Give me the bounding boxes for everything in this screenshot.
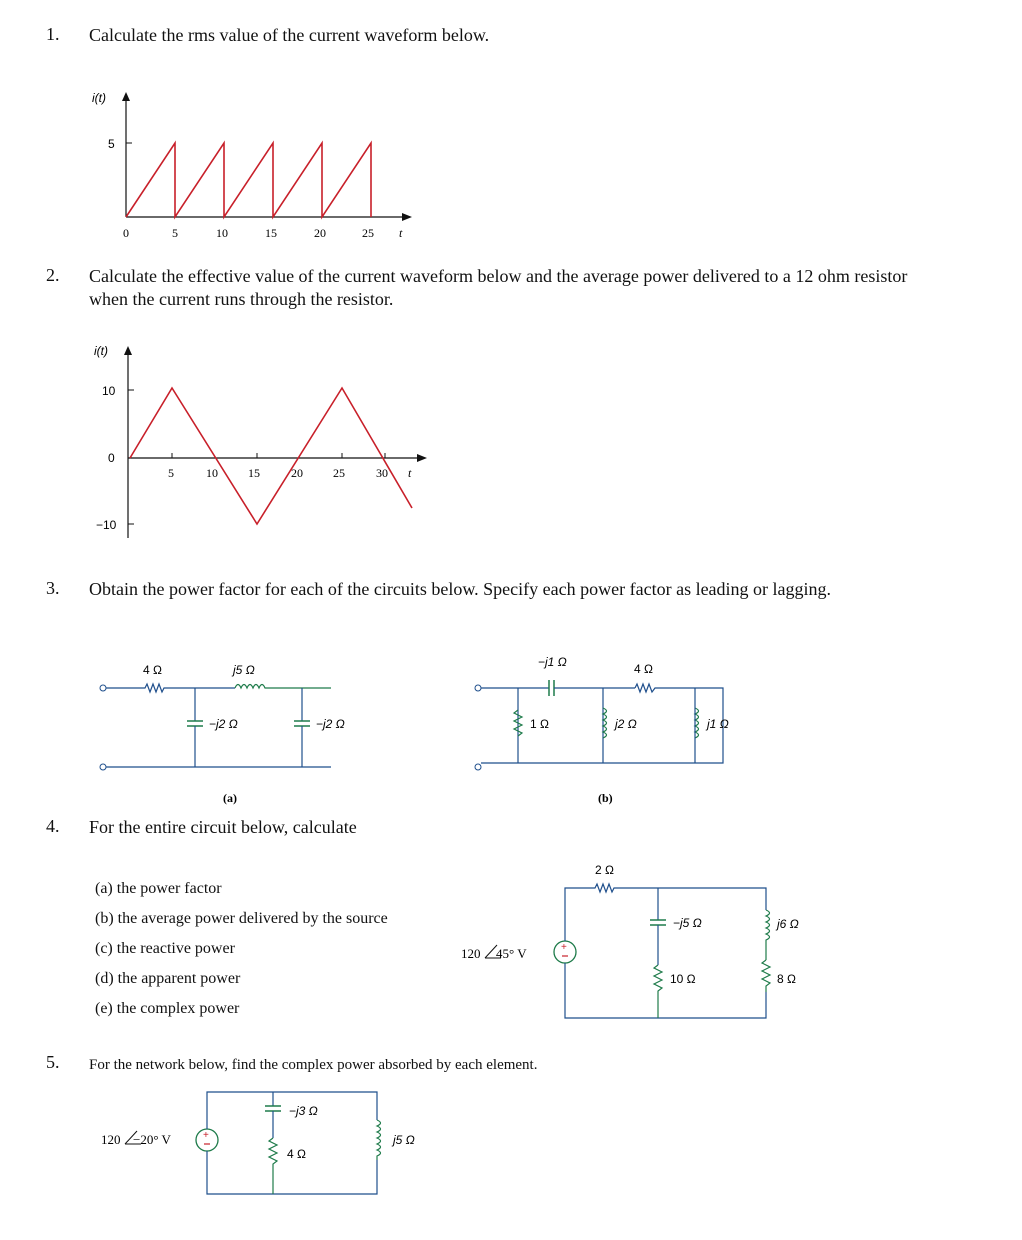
q2-y-tick-neg10: −10 <box>96 518 117 532</box>
q2-x-label-10: 10 <box>206 466 218 480</box>
q4-number: 4. <box>46 816 60 836</box>
q4-inductor-label: j6 Ω <box>777 917 799 931</box>
q3a-terminal-bottom <box>100 764 106 770</box>
q2-text: Calculate the effective value of the current waveform below and the average power delivered to a 12 ohm resistor when the current runs through the resistor. <box>89 266 908 309</box>
q4-source-magnitude: 120 <box>461 946 481 961</box>
q3-circuit-b <box>470 650 760 810</box>
q2-y-tick-0: 0 <box>108 451 115 465</box>
q3a-top-wire <box>106 684 235 692</box>
q3-number: 3. <box>46 578 60 598</box>
q1-x-tick-15: 15 <box>265 226 277 240</box>
q4-resistor-8 <box>762 960 770 992</box>
q5-source-plus: + <box>203 1130 209 1141</box>
q1-x-tick-25: 25 <box>362 226 374 240</box>
q4-r-top-label: 2 Ω <box>595 863 614 877</box>
q1-x-tick-20: 20 <box>314 226 326 240</box>
q1-text: Calculate the rms value of the current waveform below. <box>89 25 490 45</box>
q4-text: For the entire circuit below, calculate <box>89 817 357 837</box>
q1-waveform-graph <box>90 85 420 245</box>
q4-resistor-10 <box>654 965 662 1018</box>
q1-x-label: t <box>399 226 403 240</box>
q3b-l2-label: j2 Ω <box>615 717 637 731</box>
q2-y-tick-10: 10 <box>102 384 116 398</box>
q4-cap-label: −j5 Ω <box>673 916 702 930</box>
q1-sawtooth-wave <box>126 143 371 217</box>
q3a-resistor-label: 4 Ω <box>143 663 162 677</box>
q1-x-arrow <box>402 213 412 221</box>
q3-circuit-a <box>95 650 365 810</box>
q2-x-label: t <box>408 466 412 480</box>
q2-waveform-graph <box>90 340 450 540</box>
q3-text: Obtain the power factor for each of the circuits below. Specify each power factor as leading or lagging. <box>89 579 832 599</box>
q5-resistor-4 <box>269 1138 277 1194</box>
q2-x-arrow <box>417 454 427 462</box>
q3b-r1-label: 1 Ω <box>530 717 549 731</box>
q3a-cap1-label: −j2 Ω <box>209 717 238 731</box>
q2-x-label-30: 30 <box>376 466 388 480</box>
q5-circuit <box>95 1080 455 1210</box>
q5-source-magnitude: 120 <box>101 1132 121 1147</box>
q3a-inductor <box>235 685 331 689</box>
q4-item-d: (d) the apparent power <box>95 970 241 987</box>
q2-x-label-25: 25 <box>333 466 345 480</box>
q2-x-label-15: 15 <box>248 466 260 480</box>
q3b-cap-label: −j1 Ω <box>538 655 567 669</box>
q1-x-tick-0: 0 <box>123 226 129 240</box>
q3b-caption: (b) <box>598 791 613 805</box>
q4-top-wire <box>565 884 766 941</box>
q4-item-c: (c) the reactive power <box>95 940 235 957</box>
q4-source-angle: 45° V <box>496 946 527 961</box>
q2-x-label-20: 20 <box>291 466 303 480</box>
q4-bottom-wire <box>565 963 766 1018</box>
q4-source-plus: + <box>561 942 567 953</box>
q1-y-tick-label: 5 <box>108 137 115 151</box>
q1-x-tick-5: 5 <box>172 226 178 240</box>
q2-x-label-5: 5 <box>168 466 174 480</box>
q3a-caption: (a) <box>223 791 237 805</box>
q3a-terminal-top <box>100 685 106 691</box>
q3a-cap2-label: −j2 Ω <box>316 717 345 731</box>
q5-cap-label: −j3 Ω <box>289 1104 318 1118</box>
q4-r-mid-label: 10 Ω <box>670 972 696 986</box>
q4-inductor-j6 <box>766 910 770 960</box>
q2-y-label: i(t) <box>94 344 108 358</box>
q5-number: 5. <box>46 1052 60 1072</box>
q3b-l1-label: j1 Ω <box>707 717 729 731</box>
q4-item-a: (a) the power factor <box>95 880 222 897</box>
q1-y-label: i(t) <box>92 91 106 105</box>
q1-x-tick-10: 10 <box>216 226 228 240</box>
q5-r-label: 4 Ω <box>287 1147 306 1161</box>
q3b-terminal-top <box>475 685 481 691</box>
q4-circuit <box>455 850 825 1030</box>
q3b-r4-label: 4 Ω <box>634 662 653 676</box>
q5-source-angle: −20° V <box>133 1132 171 1147</box>
q4-item-b: (b) the average power delivered by the source <box>95 910 388 927</box>
q4-item-e: (e) the complex power <box>95 1000 240 1017</box>
q3b-terminal-bottom <box>475 764 481 770</box>
q3a-inductor-label: j5 Ω <box>233 663 255 677</box>
q5-text: For the network below, find the complex power absorbed by each element. <box>89 1057 538 1073</box>
q1-number: 1. <box>46 24 60 44</box>
q5-inductor-label: j5 Ω <box>393 1133 415 1147</box>
q2-number: 2. <box>46 265 60 285</box>
q4-item-list <box>95 874 388 1024</box>
q4-r-right-label: 8 Ω <box>777 972 796 986</box>
q5-inductor-j5 <box>377 1120 381 1160</box>
